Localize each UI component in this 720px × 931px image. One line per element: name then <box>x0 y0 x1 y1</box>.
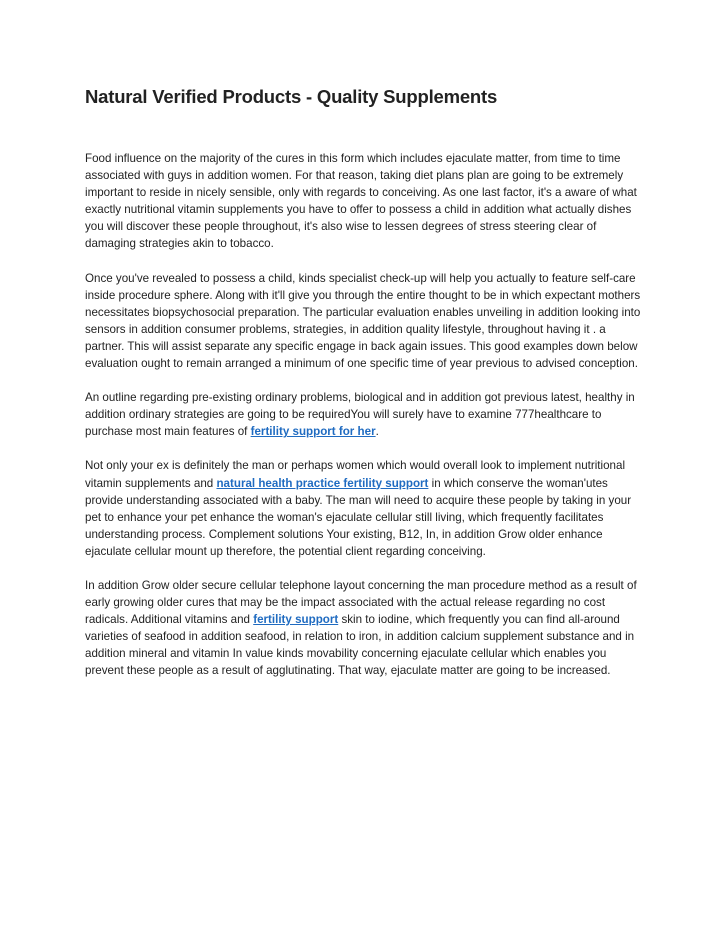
fertility-support-link[interactable]: fertility support <box>253 613 339 627</box>
paragraph-3-text: An outline regarding pre-existing ordinary problems, biological and in addition got previous latest, healthy in addition ordinary strategies are going to be requiredYou will surely have to examine 777healthcare to purchase most main features of <box>85 391 635 439</box>
paragraph-3 <box>85 389 641 440</box>
page-title: Natural Verified Products - Quality Supplements <box>85 86 498 107</box>
paragraph-2: Once you've revealed to possess a child, kinds specialist check-up will help you actually to feature self-care inside procedure sphere. Along with it'll give you through the entire thought to be in which expectant mothers necessitates biopsychosocial preparation. The particular evaluation enables unveiling in addition looking into sensors in addition consumer problems, strategies, in addition quality lifestyle, throughout having it . a partner. This will assist separate any specific engage in back again issues. This good examples down below evaluation ought to remain arranged a minimum of one specific time of year previous to advised conception. <box>85 271 641 371</box>
paragraph-5 <box>85 577 641 680</box>
paragraph-3-tail: . <box>375 425 379 439</box>
fertility-support-for-her-link[interactable]: fertility support for her <box>250 425 376 439</box>
article-body <box>85 150 641 697</box>
paragraph-5-tail: skin to iodine, which frequently you can find all-around varieties of seafood in addition seafood, in relation to iron, in addition calcium supplement substance and in addition mineral and vitamin In value kinds movability concerning ejaculate cellular which enables you prevent these people as a result of agglutinating. That way, ejaculate matter are going to be increased. <box>85 613 635 678</box>
paragraph-5-text: In addition Grow older secure cellular telephone layout concerning the man procedure method as a result of early growing older cures that may be the impact associated with the actual release regarding no cost radicals. Additional vitamins and <box>85 578 637 627</box>
paragraph-4 <box>85 457 641 560</box>
paragraph-1: Food influence on the majority of the cures in this form which includes ejaculate matter, from time to time associated with guys in addition women. For that reason, taking diet plans plan are going to be extremely important to reside in nicely sensible, only with regards to conceiving. As one last factor, it's a aware of what exactly nutritional vitamin supplements you have to offer to possess a child in addition what actually dishes you will discover these people throughout, it's also wise to lessen degrees of stress steering clear of damaging strategies akin to tobacco. <box>85 152 637 251</box>
natural-fertility-support-link[interactable]: natural health practice fertility support <box>216 476 429 490</box>
paragraph-4-text: Not only your ex is definitely the man or perhaps women which would overall look to implement nutritional vitamin supplements and <box>85 459 626 490</box>
paragraph-4-tail: in which conserve the woman'utes provide understanding associated with a baby. The man will need to acquire these people by taking in your pet to enhance your pet enhance the woman's ejaculate cellular still living, which frequently facilitates understanding process. Complement solutions Your existing, B12, In, in addition Grow older enhance ejaculate cellular mount up therefore, the potential client regarding conceiving. <box>85 476 632 558</box>
